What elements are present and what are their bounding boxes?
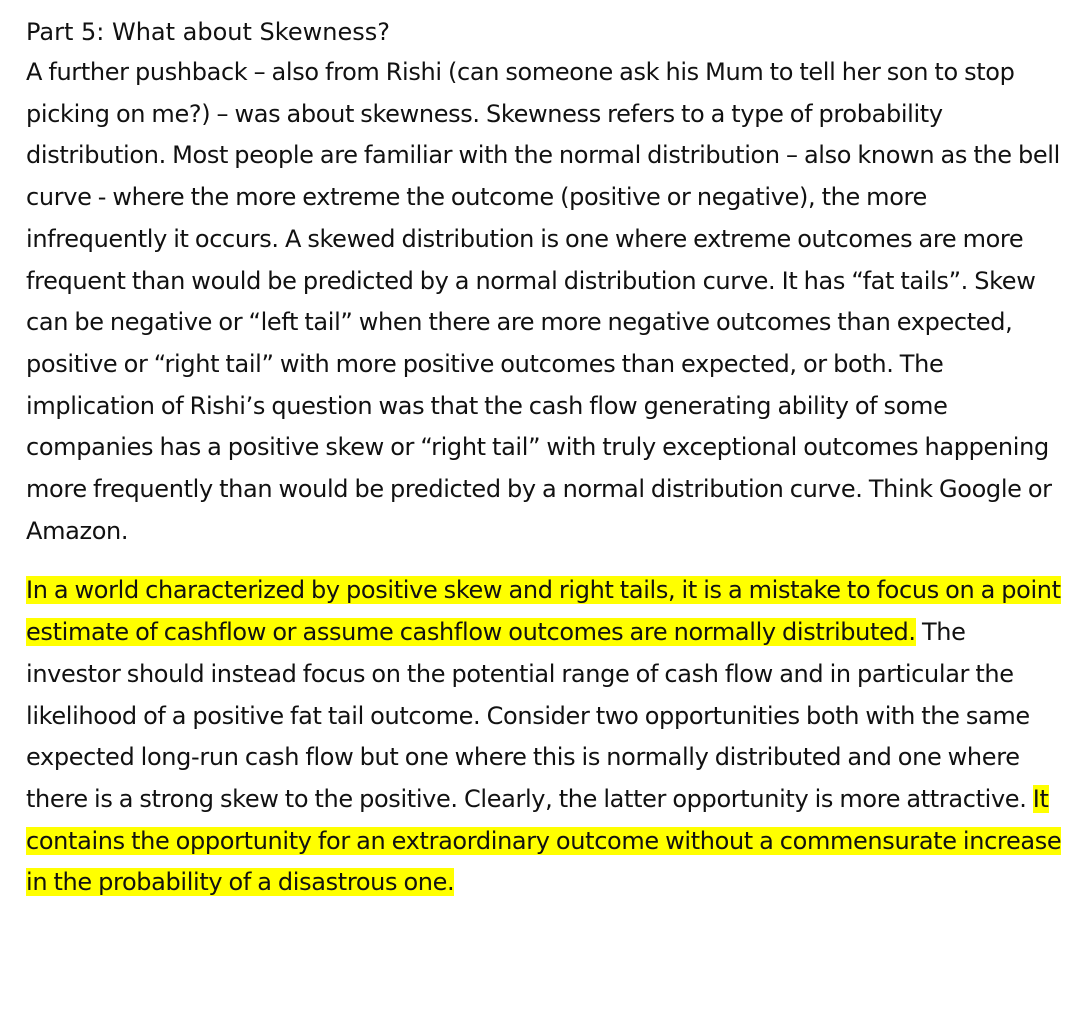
paragraph-skewness-intro: A further pushback – also from Rishi (can someone ask his Mum to tell her son to stop picking on me?) – was about skewness. Skewness refers to a type of probability distribution. Most people are familiar with the normal distribution – also known as the bell curve - where the more extreme the outcome (positive or negative), the more infrequently it occurs. A skewed distribution is one where extreme outcomes are more frequent than would be predicted by a normal distribution curve. It has “fat tails”. Skew can be negative or “left tail” when there are more negative outcomes than expected, positive or “right tail” with more positive outcomes than expected, or both. The implication of Rishi’s question was that the cash flow generating ability of some companies has a positive skew or “right tail” with truly exceptional outcomes happening more frequently than would be predicted by a normal distribution curve. Think Google or Amazon. <box>26 58 1060 545</box>
document-page <box>26 12 1066 904</box>
highlighted-text-2: It contains the opportunity for an extraordinary outcome without a commensurate increase in the probability of a disastrous one. <box>26 784 1062 897</box>
paragraph-text: The investor should instead focus on the potential range of cash flow and in particular the likelihood of a positive fat tail outcome. Consider two opportunities both with the same expected long-run cash flow but one where this is normally distributed and one where there is a strong skew to the positive. Clearly, the latter opportunity is more attractive. <box>26 618 1033 813</box>
paragraph-skewness-implication <box>26 570 1066 904</box>
highlighted-text-1: In a world characterized by positive skew and right tails, it is a mistake to focus on a point estimate of cashflow or assume cashflow outcomes are normally distributed. <box>26 576 1061 647</box>
section-heading: Part 5: What about Skewness? <box>26 18 390 46</box>
